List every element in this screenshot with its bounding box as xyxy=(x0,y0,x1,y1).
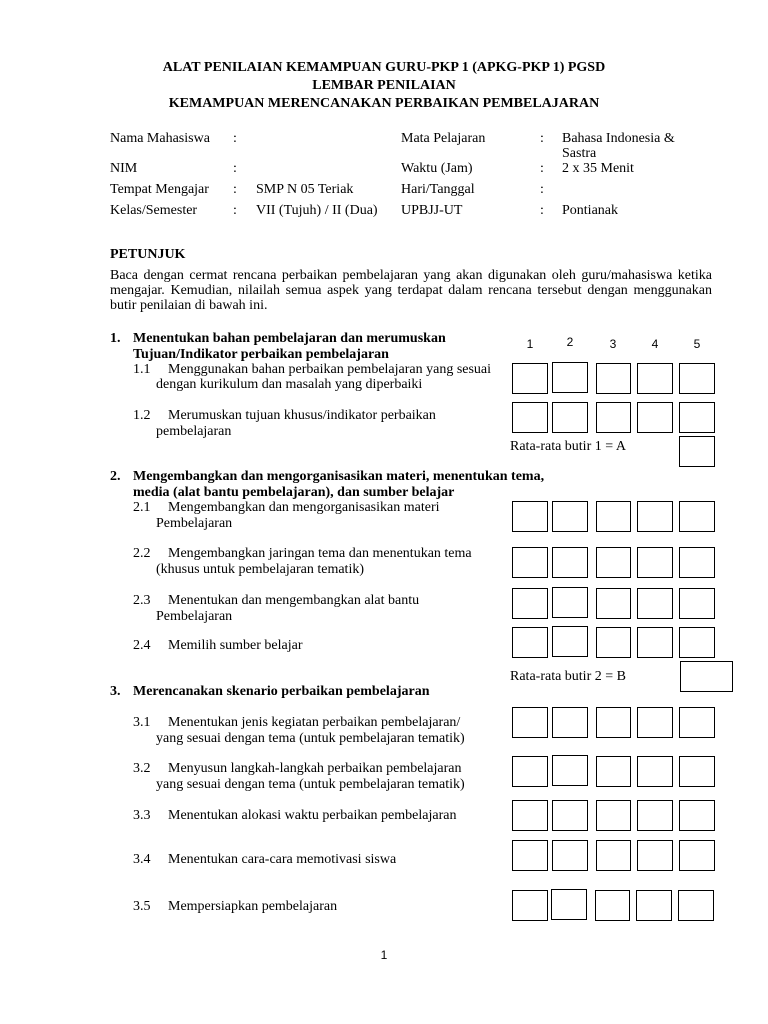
hari-colon: : xyxy=(540,182,544,197)
score-box-1-1-1[interactable] xyxy=(512,363,548,394)
tempat-label: Tempat Mengajar xyxy=(110,182,209,197)
score-box-1-1-4[interactable] xyxy=(637,363,673,394)
score-box-3-4-3[interactable] xyxy=(596,840,631,871)
score-box-3-2-5[interactable] xyxy=(679,756,715,787)
score-box-2-2-2[interactable] xyxy=(552,547,588,578)
item-1-1-number: 1.1 xyxy=(133,362,151,377)
score-box-2-1-4[interactable] xyxy=(637,501,673,532)
score-box-2-1-2[interactable] xyxy=(552,501,588,532)
score-box-2-3-4[interactable] xyxy=(637,588,673,619)
score-box-3-1-4[interactable] xyxy=(637,707,673,738)
item-2-4-text-1: Memilih sumber belajar xyxy=(168,638,303,653)
score-box-3-4-1[interactable] xyxy=(512,840,548,871)
section-1-number: 1. xyxy=(110,331,121,346)
score-box-2-2-1[interactable] xyxy=(512,547,548,578)
item-2-3-number: 2.3 xyxy=(133,593,151,608)
score-box-3-5-4[interactable] xyxy=(636,890,672,921)
kelas-label: Kelas/Semester xyxy=(110,203,198,218)
tempat-colon: : xyxy=(233,182,237,197)
score-box-1-1-5[interactable] xyxy=(679,363,715,394)
petunjuk-line-3: butir penilaian di bawah ini. xyxy=(110,298,268,313)
score-box-3-4-5[interactable] xyxy=(679,840,715,871)
score-box-2-3-2[interactable] xyxy=(552,587,588,618)
item-3-4-number: 3.4 xyxy=(133,852,151,867)
hari-label: Hari/Tanggal xyxy=(401,182,475,197)
score-box-3-3-2[interactable] xyxy=(552,800,588,831)
score-box-1-2-2[interactable] xyxy=(552,402,588,433)
upbjj-colon: : xyxy=(540,203,544,218)
petunjuk-heading: PETUNJUK xyxy=(110,247,186,262)
score-box-3-1-5[interactable] xyxy=(679,707,715,738)
item-2-2-text-2: (khusus untuk pembelajaran tematik) xyxy=(156,562,364,577)
score-box-3-4-4[interactable] xyxy=(637,840,673,871)
score-box-1-2-1[interactable] xyxy=(512,402,548,433)
scale-label-4: 4 xyxy=(651,337,659,351)
score-box-3-1-1[interactable] xyxy=(512,707,548,738)
item-3-1-text-2: yang sesuai dengan tema (untuk pembelajaran tematik) xyxy=(156,731,465,746)
score-box-1-2-5[interactable] xyxy=(679,402,715,433)
nim-colon: : xyxy=(233,161,237,176)
score-box-2-1-1[interactable] xyxy=(512,501,548,532)
section-2-average-label: Rata-rata butir 2 = B xyxy=(510,669,626,684)
item-1-2-text-2: pembelajaran xyxy=(156,424,232,439)
score-box-3-5-1[interactable] xyxy=(512,890,548,921)
item-2-2-text-1: Mengembangkan jaringan tema dan menentukan tema xyxy=(168,546,472,561)
waktu-colon: : xyxy=(540,161,544,176)
score-box-3-2-2[interactable] xyxy=(552,755,588,786)
score-box-3-3-3[interactable] xyxy=(596,800,631,831)
nama-colon: : xyxy=(233,131,237,146)
score-box-3-5-5[interactable] xyxy=(678,890,714,921)
score-box-3-1-2[interactable] xyxy=(552,707,588,738)
score-box-3-3-4[interactable] xyxy=(637,800,673,831)
item-3-2-number: 3.2 xyxy=(133,761,151,776)
average-a-box[interactable] xyxy=(679,436,715,467)
score-box-3-2-4[interactable] xyxy=(637,756,673,787)
score-box-2-4-3[interactable] xyxy=(596,627,631,658)
upbjj-value: Pontianak xyxy=(562,203,618,218)
score-box-1-2-4[interactable] xyxy=(637,402,673,433)
score-box-2-3-5[interactable] xyxy=(679,588,715,619)
section-1-average-label: Rata-rata butir 1 = A xyxy=(510,439,626,454)
item-2-2-number: 2.2 xyxy=(133,546,151,561)
doc-title-line-2: LEMBAR PENILAIAN xyxy=(312,78,456,93)
score-box-3-2-1[interactable] xyxy=(512,756,548,787)
petunjuk-line-1: Baca dengan cermat rencana perbaikan pembelajaran yang akan digunakan oleh guru/mahasiswa ketika xyxy=(110,268,712,283)
item-3-1-number: 3.1 xyxy=(133,715,151,730)
item-3-2-text-1: Menyusun langkah-langkah perbaikan pembelajaran xyxy=(168,761,462,776)
item-3-1-text-1: Menentukan jenis kegiatan perbaikan pembelajaran/ xyxy=(168,715,461,730)
item-2-3-text-2: Pembelajaran xyxy=(156,609,233,624)
score-box-3-2-3[interactable] xyxy=(596,756,631,787)
item-3-2-text-2: yang sesuai dengan tema (untuk pembelajaran tematik) xyxy=(156,777,465,792)
page-number: 1 xyxy=(380,948,388,962)
item-2-1-text-2: Pembelajaran xyxy=(156,516,233,531)
mapel-value-2: Sastra xyxy=(562,146,597,161)
item-2-1-text-1: Mengembangkan dan mengorganisasikan materi xyxy=(168,500,440,515)
section-3-number: 3. xyxy=(110,684,121,699)
item-3-3-number: 3.3 xyxy=(133,808,151,823)
doc-title-line-1: ALAT PENILAIAN KEMAMPUAN GURU-PKP 1 (APKG-PKP 1) PGSD xyxy=(162,60,606,75)
section-2-title-2: media (alat bantu pembelajaran), dan sumber belajar xyxy=(133,485,455,500)
score-box-2-3-1[interactable] xyxy=(512,588,548,619)
score-box-3-5-3[interactable] xyxy=(595,890,630,921)
scale-label-2: 2 xyxy=(566,335,574,349)
item-2-4-number: 2.4 xyxy=(133,638,151,653)
score-box-2-2-4[interactable] xyxy=(637,547,673,578)
item-1-2-text-1: Merumuskan tujuan khusus/indikator perbaikan xyxy=(168,408,436,423)
item-2-3-text-1: Menentukan dan mengembangkan alat bantu xyxy=(168,593,420,608)
item-1-1-text-2: dengan kurikulum dan masalah yang diperbaiki xyxy=(156,377,423,392)
score-box-2-4-1[interactable] xyxy=(512,627,548,658)
scale-label-3: 3 xyxy=(609,337,617,351)
section-1-title-1: Menentukan bahan pembelajaran dan merumuskan xyxy=(133,331,446,346)
nim-label: NIM xyxy=(110,161,138,176)
item-3-3-text-1: Menentukan alokasi waktu perbaikan pembelajaran xyxy=(168,808,457,823)
score-box-3-4-2[interactable] xyxy=(552,840,588,871)
score-box-2-2-5[interactable] xyxy=(679,547,715,578)
doc-title-line-3: KEMAMPUAN MERENCANAKAN PERBAIKAN PEMBELAJARAN xyxy=(168,96,600,111)
score-box-2-4-5[interactable] xyxy=(679,627,715,658)
kelas-colon: : xyxy=(233,203,237,218)
section-1-title-2: Tujuan/Indikator perbaikan pembelajaran xyxy=(133,347,389,362)
item-2-1-number: 2.1 xyxy=(133,500,151,515)
score-box-2-4-4[interactable] xyxy=(637,627,673,658)
kelas-value: VII (Tujuh) / II (Dua) xyxy=(256,203,378,218)
score-box-2-1-3[interactable] xyxy=(596,501,631,532)
score-box-1-1-3[interactable] xyxy=(596,363,631,394)
waktu-label: Waktu (Jam) xyxy=(401,161,473,176)
nama-label: Nama Mahasiswa xyxy=(110,131,210,146)
waktu-value: 2 x 35 Menit xyxy=(562,161,634,176)
score-box-2-2-3[interactable] xyxy=(596,547,631,578)
upbjj-label: UPBJJ-UT xyxy=(401,203,463,218)
petunjuk-line-2: mengajar. Kemudian, nilailah semua aspek yang terdapat dalam rencana tersebut dengan menggunakan xyxy=(110,283,712,298)
score-box-1-1-2[interactable] xyxy=(552,362,588,393)
mapel-value-1: Bahasa Indonesia & xyxy=(562,131,675,146)
score-box-3-1-3[interactable] xyxy=(596,707,631,738)
scale-label-5: 5 xyxy=(693,337,701,351)
tempat-value: SMP N 05 Teriak xyxy=(256,182,354,197)
section-2-title-1: Mengembangkan dan mengorganisasikan materi, menentukan tema, xyxy=(133,469,545,484)
average-b-box[interactable] xyxy=(680,661,733,692)
score-box-3-3-5[interactable] xyxy=(679,800,715,831)
mapel-label: Mata Pelajaran xyxy=(401,131,486,146)
section-3-title-1: Merencanakan skenario perbaikan pembelajaran xyxy=(133,684,430,699)
score-box-1-2-3[interactable] xyxy=(596,402,631,433)
petunjuk-paragraph xyxy=(110,268,712,313)
item-3-4-text-1: Menentukan cara-cara memotivasi siswa xyxy=(168,852,397,867)
item-3-5-text-1: Mempersiapkan pembelajaran xyxy=(168,899,338,914)
score-box-2-3-3[interactable] xyxy=(596,588,631,619)
mapel-colon: : xyxy=(540,131,544,146)
item-3-5-number: 3.5 xyxy=(133,899,151,914)
item-1-2-number: 1.2 xyxy=(133,408,151,423)
score-box-2-4-2[interactable] xyxy=(552,626,588,657)
score-box-3-3-1[interactable] xyxy=(512,800,548,831)
section-2-number: 2. xyxy=(110,469,121,484)
item-1-1-text-1: Menggunakan bahan perbaikan pembelajaran yang sesuai xyxy=(168,362,492,377)
score-box-2-1-5[interactable] xyxy=(679,501,715,532)
score-box-3-5-2[interactable] xyxy=(551,889,587,920)
scale-label-1: 1 xyxy=(526,337,534,351)
